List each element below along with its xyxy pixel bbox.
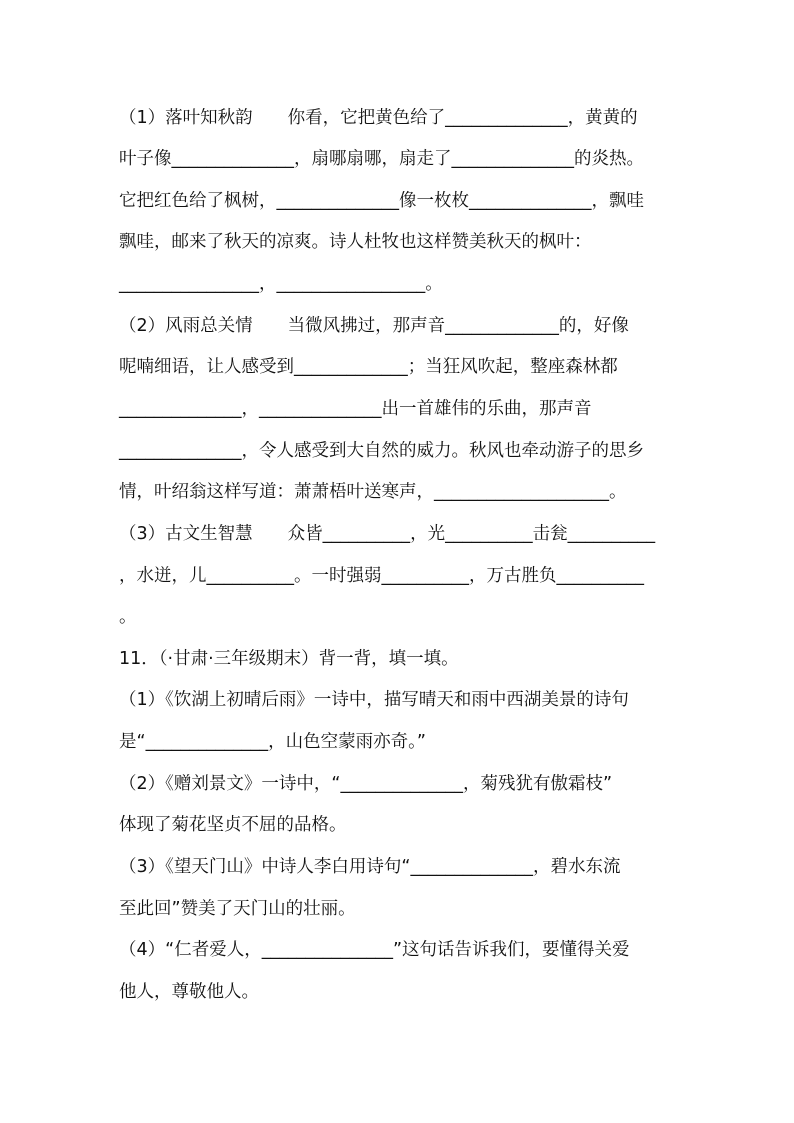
- text-line: 是“______________，山色空蒙雨亦奇。”: [119, 732, 426, 752]
- text-line: ______________，令人感受到大自然的威力。秋风也牵动游子的思乡: [119, 441, 644, 461]
- text-line: （1）落叶知秋韵 你看，它把黄色给了______________，黄黄的: [119, 108, 638, 128]
- text-line: ______________，______________出一首雄伟的乐曲，那声音: [119, 399, 592, 419]
- text-line: （4）“仁者爱人，_______________”这句话告诉我们，要懂得关爱: [119, 940, 630, 960]
- question-heading: 11．（·甘肃·三年级期末）背一背，填一填。: [119, 649, 459, 669]
- text-line: 呢喃细语，让人感受到_____________；当狂风吹起，整座森林都: [119, 357, 618, 377]
- text-line: 情，叶绍翁这样写道：萧萧梧叶送寒声，____________________。: [119, 482, 627, 502]
- text-line: 叶子像______________，扇哪扇哪，扇走了______________的炎热。: [119, 149, 644, 169]
- text-line: 飘哇，邮来了秋天的凉爽。诗人杜牧也这样赞美秋天的枫叶：: [119, 232, 592, 252]
- text-line: 至此回”赞美了天门山的壮丽。: [119, 899, 356, 919]
- text-line: （3）古文生智慧 众皆__________，光__________击瓮__________: [119, 524, 656, 544]
- text-line: ，水迸，儿__________。一时强弱__________，万古胜负__________: [119, 566, 644, 586]
- text-line: 它把红色给了枫树，______________像一枚枚______________，飘哇: [119, 191, 644, 211]
- text-line: （1）《饮湖上初晴后雨》一诗中，描写晴天和雨中西湖美景的诗句: [119, 690, 629, 710]
- text-line: （2）风雨总关情 当微风拂过，那声音_____________的，好像: [119, 316, 629, 336]
- text-line: 体现了菊花坚贞不屈的品格。: [119, 815, 347, 835]
- text-line: （3）《望天门山》中诗人李白用诗句“______________，碧水东流: [119, 857, 621, 877]
- text-line: 他人，尊敬他人。: [119, 982, 259, 1002]
- text-line: ________________，_________________。: [119, 274, 443, 294]
- text-line: （2）《赠刘景文》一诗中，“______________，菊残犹有傲霜枝”: [119, 774, 613, 794]
- text-line: 。: [119, 607, 137, 627]
